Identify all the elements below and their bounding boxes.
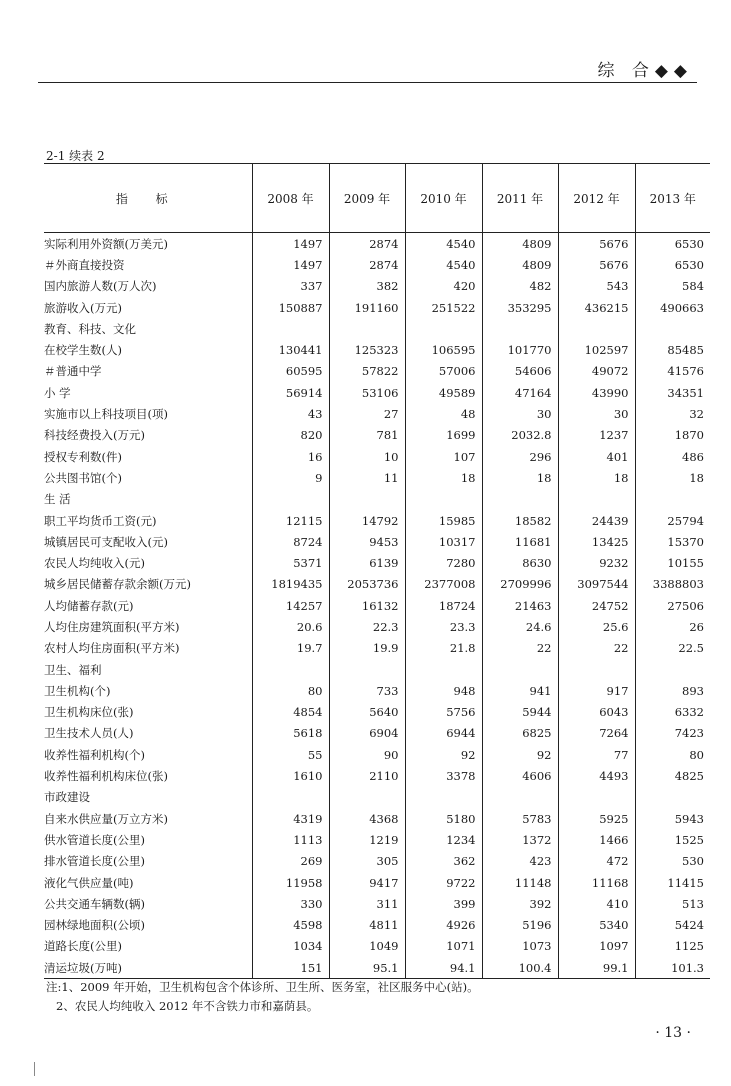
table-row [44,403,710,424]
table-cell: 85485 [635,339,710,360]
table-cell: 4606 [482,765,558,786]
table-cell: 7280 [405,552,482,573]
table-cell: 22.5 [635,638,710,659]
row-label: 生 活 [44,492,71,507]
table-cell: 18 [405,467,482,488]
table-cell [329,489,405,510]
table-row [44,467,710,488]
row-label: 卫生技术人员(人) [44,726,134,741]
row-label: 城镇居民可支配收入(元) [44,534,168,549]
table-cell: 9722 [405,872,482,893]
table-cell: 3378 [405,765,482,786]
table-cell: 21.8 [405,638,482,659]
table-cell: 80 [252,680,329,701]
table-cell: 12115 [252,510,329,531]
table-cell: 362 [405,851,482,872]
table-cell: 94.1 [405,957,482,979]
table-cell: 23.3 [405,616,482,637]
table-cell: 25794 [635,510,710,531]
row-label: 农民人均纯收入(元) [44,556,145,571]
row-label: 旅游收入(万元) [44,300,122,315]
table-cell: 1071 [405,936,482,957]
row-label: ＃普通中学 [44,364,102,379]
table-cell: 24752 [558,595,635,616]
row-label: 道路长度(公里) [44,939,122,954]
table-cell: 382 [329,276,405,297]
table-cell: 11958 [252,872,329,893]
table-cell: 151 [252,957,329,979]
column-header: 2012 年 [558,164,635,233]
table-cell: 22 [558,638,635,659]
table-cell: 337 [252,276,329,297]
table-cell: 6944 [405,723,482,744]
table-cell: 10317 [405,531,482,552]
table-row [44,446,710,467]
row-label: 科技经费投入(万元) [44,428,145,443]
table-cell: 392 [482,893,558,914]
table-cell: 49072 [558,361,635,382]
table-cell: 399 [405,893,482,914]
table-cell: 486 [635,446,710,467]
table-header-row [44,164,710,233]
table-cell: 43990 [558,382,635,403]
table-cell: 251522 [405,297,482,318]
table-cell [252,318,329,339]
table-row [44,361,710,382]
column-header: 2013 年 [635,164,710,233]
table-cell: 18 [482,467,558,488]
row-label: 排水管道长度(公里) [44,854,145,869]
table-cell: 53106 [329,382,405,403]
table-cell: 490663 [635,297,710,318]
table-cell: 55 [252,744,329,765]
table-cell: 77 [558,744,635,765]
table-cell: 26 [635,616,710,637]
table-cell: 1466 [558,829,635,850]
footnote: 注:1、2009 年开始，卫生机构包含个体诊所、卫生所、医务室，社区服务中心(站)。 [46,980,479,994]
table-cell: 107 [405,446,482,467]
table-cell: 9453 [329,531,405,552]
table-cell [405,318,482,339]
table-cell: 30 [482,403,558,424]
table-cell: 22 [482,638,558,659]
table-caption: 2-1 续表 2 [46,149,105,163]
table-cell: 2032.8 [482,425,558,446]
table-cell: 11415 [635,872,710,893]
table-cell: 16132 [329,595,405,616]
table-cell: 24439 [558,510,635,531]
table-cell: 11 [329,467,405,488]
table-cell [558,787,635,808]
table-cell: 101.3 [635,957,710,979]
table-cell: 4319 [252,808,329,829]
table-cell: 1049 [329,936,405,957]
footnote: 2、农民人均纯收入 2012 年不含铁力市和嘉荫县。 [56,999,319,1013]
table-row [44,723,710,744]
row-label: 公共交通车辆数(辆) [44,896,145,911]
row-label: 授权专利数(件) [44,449,122,464]
table-cell [252,787,329,808]
table-cell: 150887 [252,297,329,318]
table-cell: 420 [405,276,482,297]
row-label: 农村人均住房面积(平方米) [44,641,180,656]
table-cell: 34351 [635,382,710,403]
table-cell: 3388803 [635,574,710,595]
table-cell: 27 [329,403,405,424]
table-cell: 311 [329,893,405,914]
table-row [44,297,710,318]
table-row [44,552,710,573]
table-row [44,616,710,637]
section-title: 综 合◆◆ [597,61,693,81]
table-row [44,893,710,914]
table-cell: 22.3 [329,616,405,637]
table-cell: 7264 [558,723,635,744]
row-label: 实际利用外资额(万美元) [44,236,168,251]
table-cell: 269 [252,851,329,872]
table-cell: 1073 [482,936,558,957]
table-cell: 30 [558,403,635,424]
table-cell: 941 [482,680,558,701]
table-cell: 1497 [252,233,329,255]
table-cell: 6530 [635,254,710,275]
table-cell: 2053736 [329,574,405,595]
row-label: 卫生机构床位(张) [44,705,134,720]
table-cell [252,489,329,510]
table-row [44,276,710,297]
table-cell: 2874 [329,233,405,255]
table-cell: 49589 [405,382,482,403]
table-cell: 5196 [482,915,558,936]
table-cell: 893 [635,680,710,701]
table-cell: 6530 [635,233,710,255]
table-cell: 11681 [482,531,558,552]
table-cell: 57006 [405,361,482,382]
table-cell: 5371 [252,552,329,573]
table-cell: 14792 [329,510,405,531]
column-header: 2011 年 [482,164,558,233]
table-cell: 15985 [405,510,482,531]
table-cell: 917 [558,680,635,701]
table-cell: 1819435 [252,574,329,595]
row-label: ＃外商直接投资 [44,257,125,272]
table-cell: 423 [482,851,558,872]
table-cell: 20.6 [252,616,329,637]
table-cell: 19.7 [252,638,329,659]
table-cell: 5676 [558,254,635,275]
table-cell: 296 [482,446,558,467]
table-cell: 60595 [252,361,329,382]
table-cell [635,489,710,510]
table-cell: 4368 [329,808,405,829]
table-row [44,680,710,701]
table-cell [558,318,635,339]
row-label: 在校学生数(人) [44,343,122,358]
table-cell: 9 [252,467,329,488]
table-cell: 95.1 [329,957,405,979]
table-cell [329,787,405,808]
table-row [44,382,710,403]
table-row [44,638,710,659]
table-cell: 781 [329,425,405,446]
table-cell: 820 [252,425,329,446]
table-cell: 4809 [482,233,558,255]
table-cell: 100.4 [482,957,558,979]
table-cell: 6825 [482,723,558,744]
table-cell: 4598 [252,915,329,936]
table-cell: 4493 [558,765,635,786]
table-cell [329,659,405,680]
table-cell: 1610 [252,765,329,786]
table-cell: 530 [635,851,710,872]
table-cell: 4809 [482,254,558,275]
table-cell: 47164 [482,382,558,403]
table-cell: 92 [482,744,558,765]
table-cell: 90 [329,744,405,765]
table-cell [405,489,482,510]
table-cell [558,659,635,680]
table-cell: 1097 [558,936,635,957]
row-label: 液化气供应量(吨) [44,875,134,890]
table-cell: 1525 [635,829,710,850]
table-row [44,425,710,446]
table-cell: 436215 [558,297,635,318]
table-cell: 21463 [482,595,558,616]
row-label: 人均住房建筑面积(平方米) [44,619,180,634]
row-label: 城乡居民储蓄存款余额(万元) [44,577,191,592]
table-cell: 7423 [635,723,710,744]
row-label: 园林绿地面积(公顷) [44,918,145,933]
table-cell: 16 [252,446,329,467]
table-row [44,531,710,552]
table-cell: 14257 [252,595,329,616]
header-rule [38,82,697,83]
scan-edge-mark [34,1062,35,1076]
table-row [44,936,710,957]
table-cell: 305 [329,851,405,872]
row-label: 收养性福利机构(个) [44,747,145,762]
table-cell: 2377008 [405,574,482,595]
row-label: 卫生、福利 [44,662,102,677]
table-cell: 57822 [329,361,405,382]
row-label: 卫生机构(个) [44,683,111,698]
table-row [44,339,710,360]
table-cell: 56914 [252,382,329,403]
table-cell: 18 [558,467,635,488]
table-cell [405,659,482,680]
table-cell [252,659,329,680]
table-cell: 4811 [329,915,405,936]
table-cell: 15370 [635,531,710,552]
table-cell: 11168 [558,872,635,893]
table-cell: 4825 [635,765,710,786]
table-cell: 13425 [558,531,635,552]
table-cell: 54606 [482,361,558,382]
table-cell: 8724 [252,531,329,552]
row-label: 教育、科技、文化 [44,321,136,336]
table-cell: 9417 [329,872,405,893]
table-cell: 24.6 [482,616,558,637]
table-cell: 401 [558,446,635,467]
row-label: 供水管道长度(公里) [44,832,145,847]
table-cell: 43 [252,403,329,424]
column-header: 指 标 [44,164,252,233]
table-cell: 410 [558,893,635,914]
table-cell: 32 [635,403,710,424]
column-header: 2010 年 [405,164,482,233]
table-cell: 1870 [635,425,710,446]
table-cell: 4540 [405,233,482,255]
table-cell: 8630 [482,552,558,573]
table-cell: 3097544 [558,574,635,595]
column-header: 2008 年 [252,164,329,233]
table-row [44,765,710,786]
table-cell: 18582 [482,510,558,531]
table-row [44,915,710,936]
table-cell: 1497 [252,254,329,275]
table-cell: 5925 [558,808,635,829]
table-cell: 5424 [635,915,710,936]
table-cell: 5943 [635,808,710,829]
table-cell [482,489,558,510]
table-cell: 2709996 [482,574,558,595]
column-header: 2009 年 [329,164,405,233]
table-cell: 1113 [252,829,329,850]
table-row [44,510,710,531]
table-row [44,595,710,616]
table-cell [482,787,558,808]
table-cell: 1699 [405,425,482,446]
table-cell [405,787,482,808]
table-cell: 5618 [252,723,329,744]
table-cell: 4854 [252,702,329,723]
table-cell: 330 [252,893,329,914]
table-cell: 5783 [482,808,558,829]
row-label: 公共图书馆(个) [44,470,122,485]
table-cell: 4540 [405,254,482,275]
table-cell: 11148 [482,872,558,893]
table-cell [482,659,558,680]
table-cell: 41576 [635,361,710,382]
table-cell: 18 [635,467,710,488]
table-cell: 2874 [329,254,405,275]
table-cell: 584 [635,276,710,297]
table-cell: 99.1 [558,957,635,979]
table-row [44,744,710,765]
table-cell: 80 [635,744,710,765]
table-cell: 1234 [405,829,482,850]
footnotes [46,978,479,1016]
table-cell: 10 [329,446,405,467]
table-cell: 9232 [558,552,635,573]
table-cell: 543 [558,276,635,297]
page-number: · 13 · [655,1025,691,1041]
table-cell: 6332 [635,702,710,723]
row-label: 实施市以上科技项目(项) [44,407,168,422]
table-cell: 353295 [482,297,558,318]
table-cell: 1372 [482,829,558,850]
table-cell: 1237 [558,425,635,446]
table-row [44,574,710,595]
table-cell: 191160 [329,297,405,318]
table-cell: 1219 [329,829,405,850]
table-cell: 5944 [482,702,558,723]
table-row [44,702,710,723]
table-cell: 102597 [558,339,635,360]
row-label: 市政建设 [44,790,90,805]
table-cell: 2110 [329,765,405,786]
table-cell [329,318,405,339]
table-cell [635,787,710,808]
table-cell [482,318,558,339]
table-row [44,254,710,275]
table-body [44,233,710,979]
table-row [44,851,710,872]
table-row [44,489,710,510]
table-cell: 10155 [635,552,710,573]
row-label: 小 学 [44,385,71,400]
table-cell: 48 [405,403,482,424]
row-label: 清运垃圾(万吨) [44,957,252,979]
row-label: 国内旅游人数(万人次) [44,279,157,294]
table-cell [558,489,635,510]
table-cell: 482 [482,276,558,297]
row-label: 职工平均货币工资(元) [44,513,157,528]
table-row [44,872,710,893]
table-cell: 92 [405,744,482,765]
table-row [44,233,710,255]
row-label: 收养性福利机构床位(张) [44,769,168,784]
table-cell: 5640 [329,702,405,723]
statistics-table [44,163,710,979]
table-row [44,787,710,808]
table-cell: 130441 [252,339,329,360]
table-cell: 19.9 [329,638,405,659]
table-cell: 125323 [329,339,405,360]
table-cell: 1125 [635,936,710,957]
table-cell: 5340 [558,915,635,936]
table-cell: 4926 [405,915,482,936]
table-cell: 472 [558,851,635,872]
table-cell: 5756 [405,702,482,723]
table-cell: 106595 [405,339,482,360]
table-cell: 6139 [329,552,405,573]
table-cell: 6043 [558,702,635,723]
table-row [44,957,710,979]
table-row [44,808,710,829]
table-cell: 25.6 [558,616,635,637]
row-label: 人均储蓄存款(元) [44,598,134,613]
table-cell [635,659,710,680]
table-row [44,318,710,339]
table-cell: 6904 [329,723,405,744]
table-cell: 101770 [482,339,558,360]
table-cell: 5676 [558,233,635,255]
table-cell: 5180 [405,808,482,829]
table-cell: 513 [635,893,710,914]
table-cell: 1034 [252,936,329,957]
table-cell: 27506 [635,595,710,616]
table-cell: 948 [405,680,482,701]
table-cell: 733 [329,680,405,701]
table-row [44,829,710,850]
table-row [44,659,710,680]
table-cell [635,318,710,339]
row-label: 自来水供应量(万立方米) [44,811,168,826]
table-cell: 18724 [405,595,482,616]
